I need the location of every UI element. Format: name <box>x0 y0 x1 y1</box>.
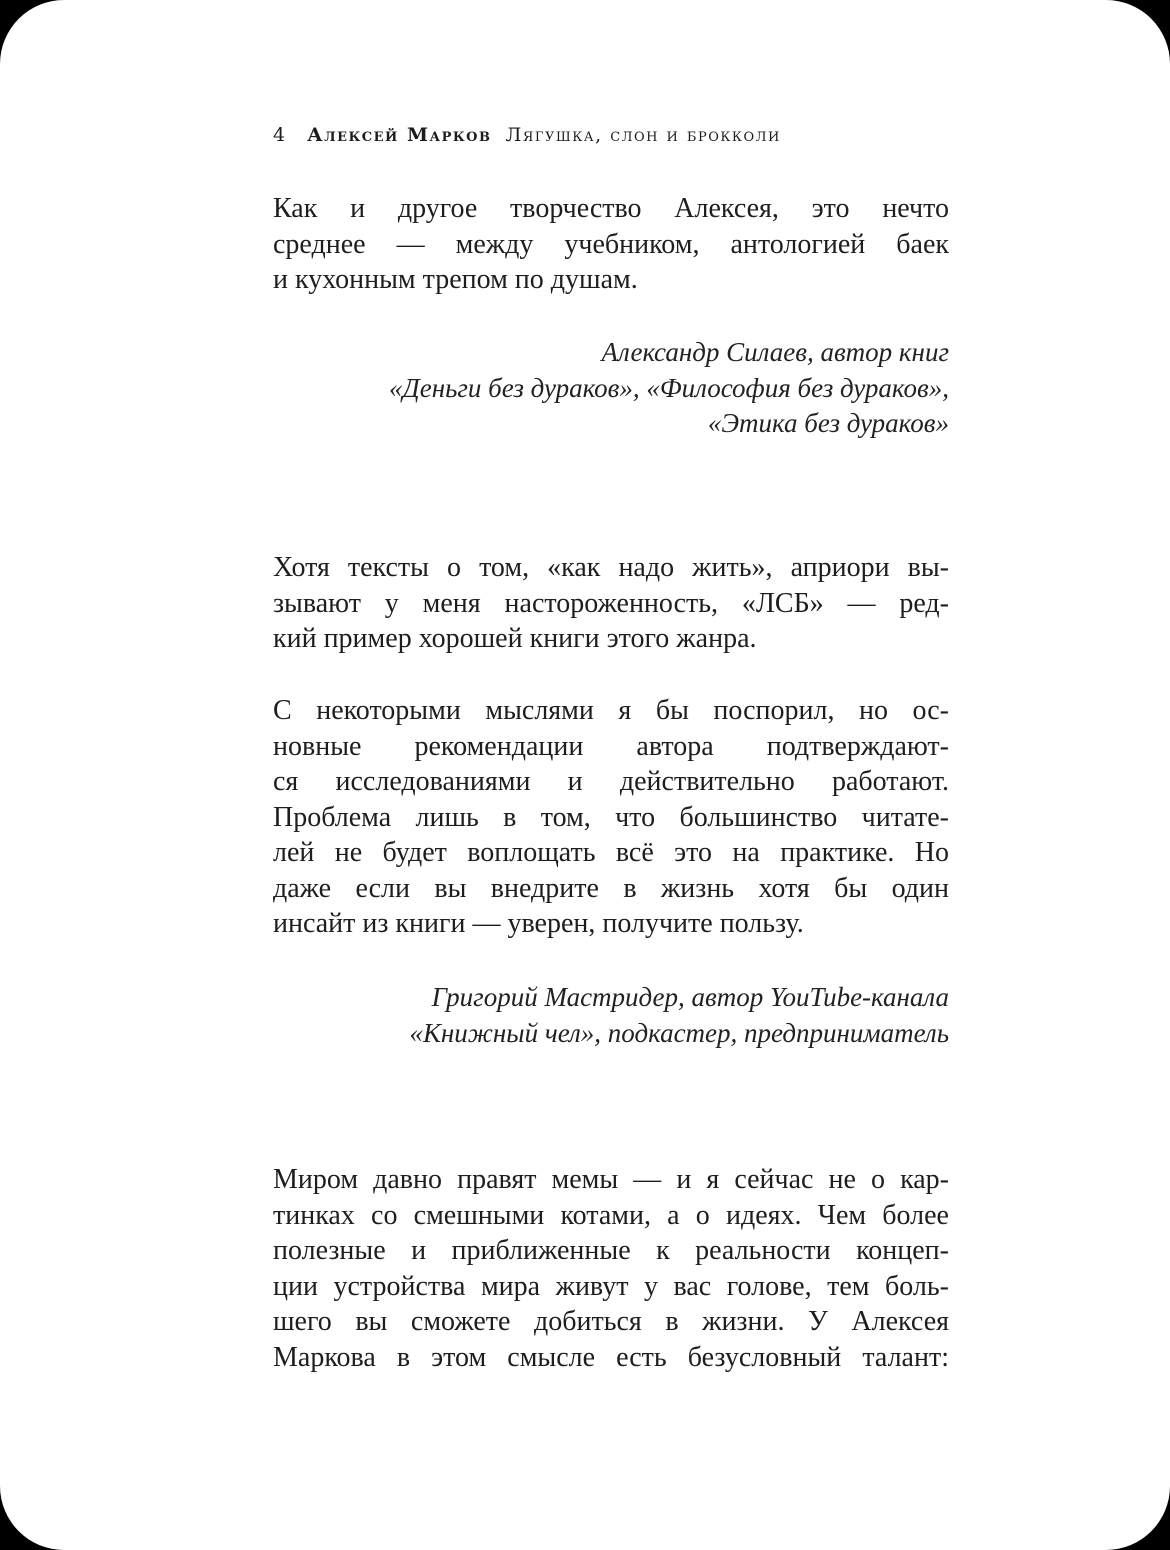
review-text-2 <box>273 550 949 657</box>
text-line: Как и другое творчество Алексея, это нечто <box>273 193 949 224</box>
text-line: и кухонным трепом по душам. <box>273 264 638 295</box>
text-line: Миром давно правят мемы — и я сейчас не о кар- <box>273 1164 949 1195</box>
attribution-line: «Деньги без дураков», «Философия без дураков», <box>389 372 949 403</box>
text-line: ции устройства мира живут у вас голове, тем боль- <box>273 1270 949 1302</box>
text-line: зывают у меня настороженность, «ЛСБ» — ред- <box>273 587 949 619</box>
attribution-line: Григорий Мастридер, автор YouTube-канала <box>431 982 949 1012</box>
text-line: Маркова в этом смысле есть безусловный талант: <box>273 1341 949 1373</box>
page-number: 4 <box>273 124 286 146</box>
text-line: Хотя тексты о том, «как надо жить», априори вы- <box>273 552 949 583</box>
text-line: среднее — между учебником, антологией баек <box>273 228 949 260</box>
text-line: С некоторыми мыслями я бы поспорил, но ос- <box>273 695 949 726</box>
text-line: ся исследованиями и действительно работают. <box>273 766 949 797</box>
text-line: Проблема лишь в том, что большинство читате- <box>273 801 949 833</box>
text-line: тинках со смешными котами, а о идеях. Чем более <box>273 1199 949 1231</box>
text-line: лей не будет воплощать всё это на практике. Но <box>273 837 949 868</box>
attribution-line: «Книжный чел», подкастер, предприниматель <box>409 1017 949 1048</box>
text-line: инсайт из книги — уверен, получите пользу. <box>273 908 804 939</box>
text-line: даже если вы внедрите в жизнь хотя бы один <box>273 872 949 904</box>
review-text-4 <box>273 1162 949 1375</box>
attribution-line: «Этика без дураков» <box>707 408 949 438</box>
review-attribution-1 <box>273 335 949 442</box>
review-attribution-2 <box>273 980 949 1051</box>
text-line: полезные и приближенные к реальности концеп- <box>273 1235 949 1266</box>
text-line: кий пример хорошей книги этого жанра. <box>273 623 757 654</box>
attribution-line: Александр Силаев, автор книг <box>601 337 949 367</box>
review-text-1 <box>273 191 949 298</box>
review-text-3 <box>273 693 949 942</box>
text-line: новные рекомендации автора подтверждают- <box>273 730 949 762</box>
running-head-title: Лягушка, слон и брокколи <box>505 124 781 146</box>
running-head <box>273 121 953 149</box>
text-line: шего вы сможете добиться в жизни. У Алексея <box>273 1306 949 1337</box>
running-head-author: Алексей Марков <box>307 124 492 146</box>
